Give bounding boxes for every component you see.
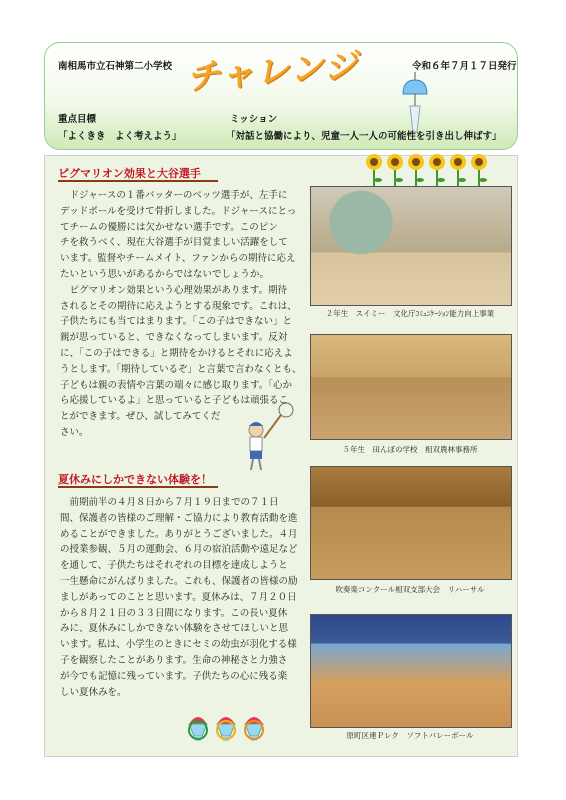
photo-rice-field-school: [310, 334, 512, 440]
photo-caption: 吹奏楽コンクール相双支部大会 リハーサル: [335, 585, 485, 594]
photo-block-4: [310, 614, 512, 750]
text-line: 子供たちにも当てはまります。「この子はできない」と: [60, 316, 292, 328]
text-line: 親が思っていると、できなくなってしまいます。反対: [60, 332, 288, 344]
article2-body: [60, 495, 306, 700]
text-line: ら応援しているよ」と思っていると子どもは頑張るこ: [60, 395, 289, 407]
article2-heading: 夏休みにしかできない体験を！: [58, 473, 212, 486]
goal-label: 重点目標: [58, 114, 97, 125]
photo-block-2: [310, 334, 512, 460]
mission-label: ミッション: [230, 114, 278, 125]
article2-heading-underline: [58, 486, 218, 488]
article1-heading: ピグマリオン効果と大谷選手: [58, 167, 201, 180]
text-line: チを救うべく、現在大谷選手が目覚ましい活躍をして: [60, 237, 288, 249]
text-line: に、「この子はできる」と期待をかけるとそれに応えよ: [60, 347, 293, 359]
text-line: たいという思いがあるからではないでしょうか。: [60, 268, 269, 280]
photo-soft-volleyball: [310, 614, 512, 728]
text-line: てチームの優勝には欠かせない選手です。このピン: [60, 221, 278, 233]
shaved-ice-icon: [186, 712, 270, 744]
text-line: の授業参観、５月の運動会、６月の宿泊活動や遠足など: [60, 544, 298, 556]
text-line: しい夏休みを。: [60, 686, 127, 698]
text-line: 間、保護者の皆様のご理解・ご協力により教育活動を進: [60, 512, 298, 524]
mission-text: 「対話と協働により、児童一人一人の可能性を引き出し伸ばす」: [226, 131, 502, 142]
text-line: 子どもは親の表情や言葉の端々に感じ取ります。「心か: [60, 379, 292, 391]
text-line: を通して、子供たちはそれぞれの目標を達成しようと: [60, 560, 288, 572]
photo-caption: ５年生 田んぼの学校 相双農林事務所: [342, 445, 478, 454]
photo-caption: 原町区連Ｐレク ソフトバレーボール: [346, 731, 474, 740]
boy-with-net-icon: [236, 402, 300, 472]
photo-swimmy-class: [310, 186, 512, 306]
text-line: ドジャースの１番バッターのベッツ選手が、左手に: [60, 190, 288, 201]
photo-caption: ２年生 スイミー 文化庁ｺﾐｭﾆｹｰｼｮﾝ能力向上事業: [325, 309, 495, 318]
text-line: 前期前半の４月８日から７月１９日までの７１日: [60, 497, 279, 508]
text-line: 一生懸命にがんばりました。これも、保護者の皆様の励: [60, 575, 298, 587]
newsletter-title: チャレンジ: [185, 46, 360, 98]
text-line: みに、夏休みにしかできない体験をさせてほしいと思: [60, 623, 289, 635]
text-line: ピグマリオン効果という心理効果があります。期待: [60, 284, 288, 296]
photo-block-3: [310, 466, 512, 606]
school-name: 南相馬市立石神第二小学校: [58, 61, 173, 72]
text-line: ましがあってのことと思います。夏休みは、７月２０日: [60, 591, 297, 603]
text-line: さい。: [60, 426, 89, 438]
text-line: 子を観察したことがあります。生命の神秘さと力強さ: [60, 654, 288, 666]
text-line: デッドボールを受けて骨折しました。ドジャースにとっ: [60, 205, 297, 217]
article1-heading-underline: [58, 180, 218, 182]
text-line: とができます。ぜひ、試してみてくだ: [60, 411, 221, 423]
text-line: から８月２１日の３３日間になります。この長い夏休: [60, 607, 288, 619]
text-line: されるとその期待に応えようとする現象です。これは、: [60, 300, 297, 312]
text-line: います。監督やチームメイト、ファンからの期待に応え: [60, 253, 296, 265]
text-line: うとします。「期待しているぞ」と言葉で言わなくとも、: [60, 363, 302, 375]
text-line: が今でも記憶に残っています。子供たちの心に残る楽: [60, 670, 288, 682]
text-line: めることができました。ありがとうございました。４月: [60, 528, 298, 540]
goal-text: 「よくきき よく考えよう」: [58, 131, 182, 142]
photo-block-1: [310, 186, 512, 326]
issue-date: 令和６年７月１７日発行: [412, 61, 517, 72]
text-line: います。私は、小学生のときにセミの幼虫が羽化する様: [60, 639, 297, 651]
photo-brass-band-rehearsal: [310, 466, 512, 580]
